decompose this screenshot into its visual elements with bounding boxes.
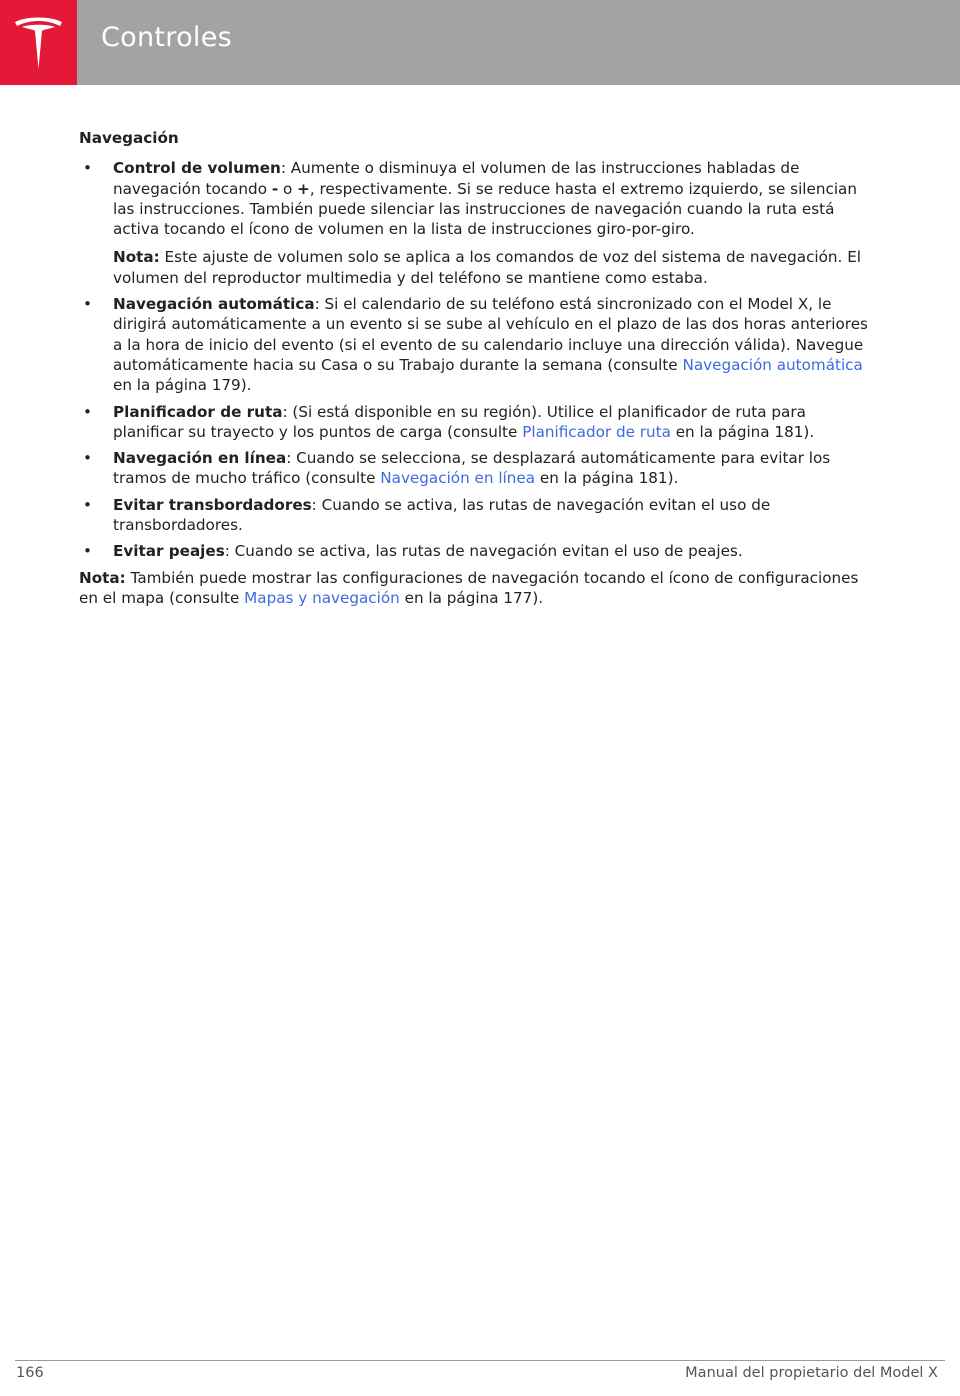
list-item [79, 402, 879, 443]
final-note [79, 568, 879, 609]
main-content [79, 128, 879, 608]
item-text: : Si el calendario de su teléfono está sincronizado con el Model X, le dirigirá automáticamente a un evento si se sube al vehículo en el plazo de las dos horas anteriores a la hora de inicio del evento (si el evento de su calendario incluye una dirección válida). Navegue automáticamente hacia su Casa o su Trabajo durante la semana (consulte [113, 295, 868, 374]
item-text: : Cuando se selecciona, se desplazará automáticamente para evitar los tramos de mucho tráfico (consulte [113, 449, 831, 488]
minus-key: - [271, 179, 279, 198]
item-term: Control de volumen [113, 159, 281, 178]
page-header [0, 0, 960, 85]
list-item [79, 448, 879, 489]
settings-list [79, 158, 879, 561]
page-title: Controles [101, 22, 232, 53]
item-term: Navegación automática [113, 295, 315, 314]
list-item [79, 294, 879, 395]
note-label: Nota: [113, 248, 160, 267]
list-item [79, 541, 879, 561]
note-text: Este ajuste de volumen solo se aplica a los comandos de voz del sistema de navegación. El volumen del reproductor multimedia y del teléfono se mantiene como estaba. [113, 248, 862, 287]
item-term: Evitar transbordadores [113, 495, 312, 514]
list-item [79, 495, 879, 536]
item-text: : Aumente o disminuya el volumen de las instrucciones habladas de navegación tocando [113, 159, 800, 198]
note-label: Nota: [79, 568, 126, 587]
footer-title: Manual del propietario del Model X [685, 1365, 938, 1381]
item-text: , respectivamente. Si se reduce hasta el extremo izquierdo, se silencian las instrucciones. También puede silenciar las instrucciones de navegación cuando la ruta está activa tocando el ícono de volumen en la lista de instrucciones giro-por-giro. [113, 179, 857, 239]
link-navegacion-automatica[interactable]: Navegación automática [682, 355, 863, 374]
footer-divider [15, 1360, 945, 1361]
item-text: : Cuando se activa, las rutas de navegación evitan el uso de transbordadores. [113, 495, 771, 535]
item-text: en la página 181). [535, 469, 679, 488]
link-mapas-y-navegacion[interactable]: Mapas y navegación [244, 588, 400, 607]
item-term: Planificador de ruta [113, 402, 283, 421]
volume-note [113, 247, 879, 288]
list-item [79, 158, 879, 288]
item-term: Navegación en línea [113, 449, 287, 468]
item-text: : (Si está disponible en su región). Utilice el planificador de ruta para planificar su trayecto y los puntos de carga (consulte [113, 402, 806, 441]
note-text: en la página 177). [399, 588, 544, 607]
item-text: en la página 179). [113, 376, 252, 395]
tesla-logo-icon [13, 17, 64, 69]
section-heading: Navegación [79, 129, 179, 147]
item-text: : Cuando se activa, las rutas de navegación evitan el uso de peajes. [224, 542, 743, 561]
item-term: Evitar peajes [113, 542, 225, 561]
logo-block [0, 0, 77, 85]
note-text: También puede mostrar las configuraciones de navegación tocando el ícono de configuraciones en el mapa (consulte [79, 568, 859, 607]
plus-key: + [297, 179, 310, 198]
item-text: en la página 181). [670, 422, 815, 441]
page-number: 166 [16, 1365, 44, 1381]
link-navegacion-en-linea[interactable]: Navegación en línea [380, 469, 536, 488]
item-text: o [278, 179, 298, 198]
link-planificador-de-ruta[interactable]: Planificador de ruta [522, 422, 671, 441]
